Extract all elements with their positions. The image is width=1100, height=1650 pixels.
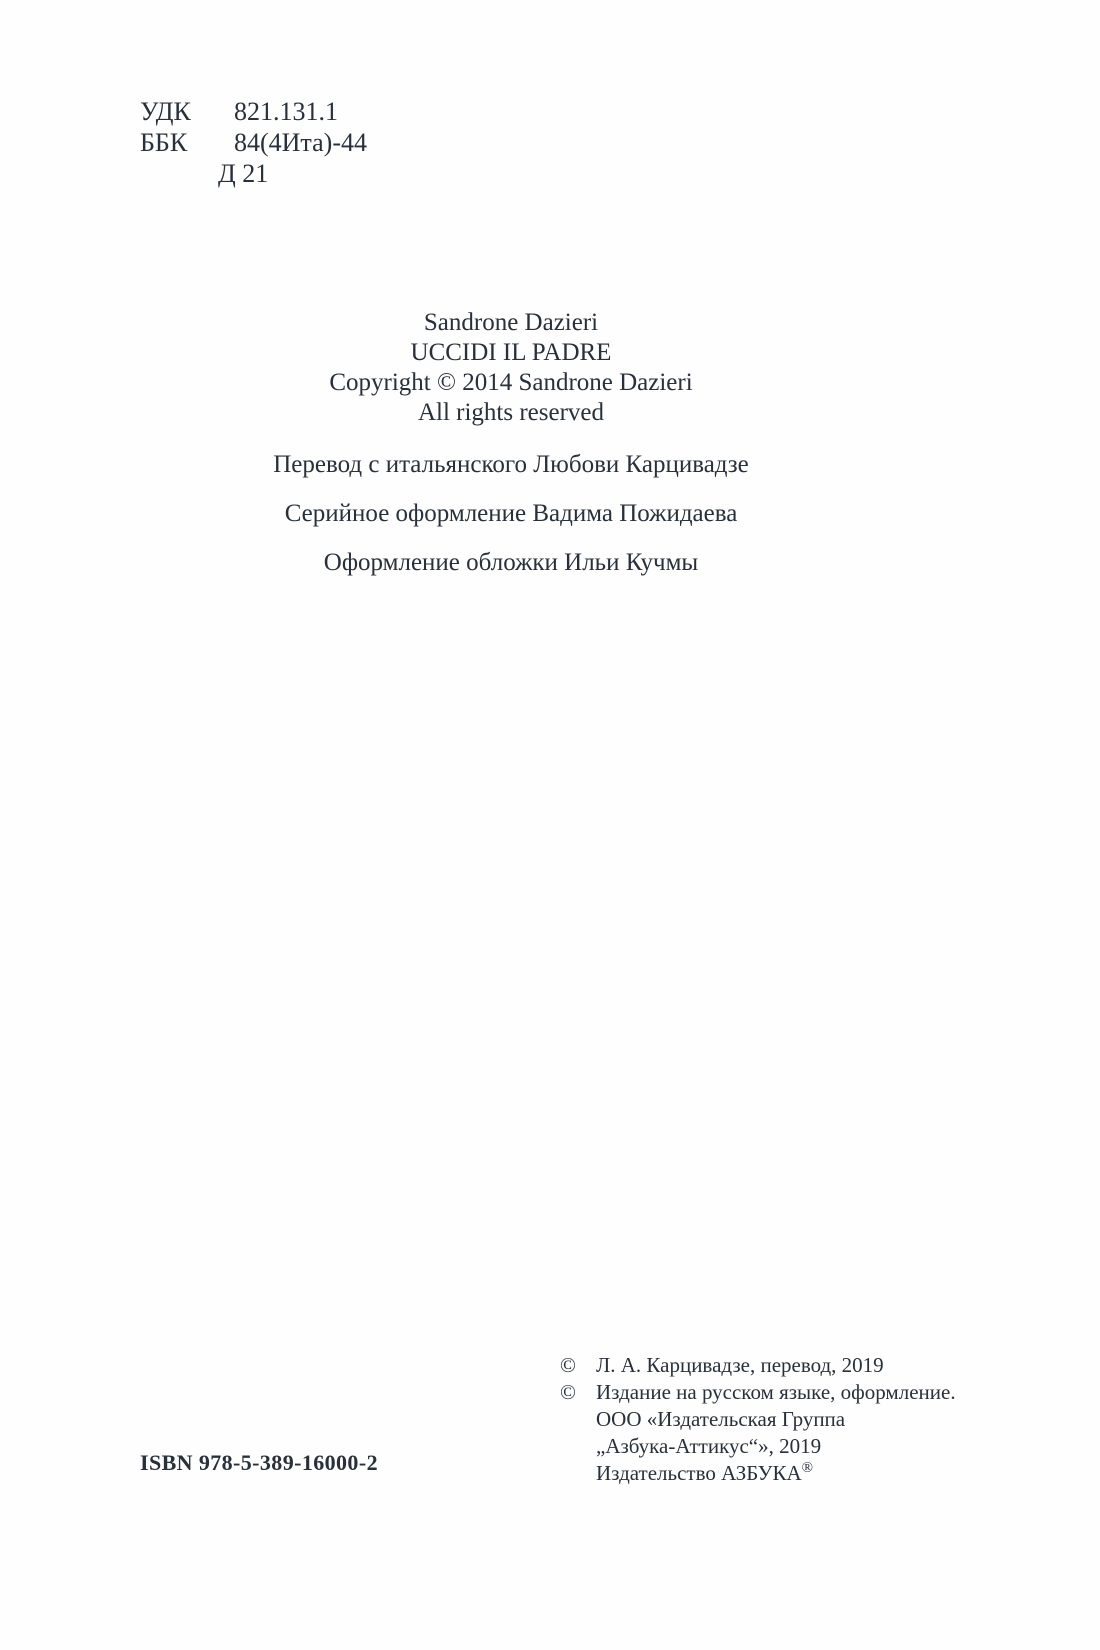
cover-design-credit: Оформление обложки Ильи Кучмы [323, 549, 699, 576]
translation-credit: Перевод с итальянского Любови Карцивадзе [273, 451, 749, 478]
original-title: UCCIDI IL PADRE [410, 339, 612, 366]
copyright-symbol: © [560, 1380, 576, 1404]
copyright-line: Л. А. Карцивадзе, перевод, 2019 [596, 1353, 884, 1377]
udk-line [140, 96, 367, 127]
rights-reserved: All rights reserved [417, 399, 605, 426]
classification-block [140, 96, 367, 189]
original-title-block [0, 308, 1022, 428]
copyright-line: ООО «Издательская Группа [596, 1407, 846, 1431]
author-sign: Д 21 [218, 159, 269, 188]
original-copyright: Copyright © 2014 Sandrone Dazieri [329, 369, 693, 396]
publisher-name: Издательство АЗБУКА [596, 1461, 802, 1485]
copyright-entry-text [583, 1379, 956, 1487]
bbk-line [140, 127, 367, 158]
udk-value: 821.131.1 [234, 97, 338, 126]
udk-label: УДК [140, 97, 191, 126]
registered-trademark-mark: ® [801, 1460, 814, 1476]
bbk-value: 84(4Ита)-44 [234, 128, 367, 157]
original-author: Sandrone Dazieri [423, 309, 599, 336]
copyright-entry-edition [560, 1379, 956, 1487]
series-design-credit: Серийное оформление Вадима Пожидаева [284, 500, 738, 527]
copyright-entry-text [583, 1352, 884, 1379]
credits-block [0, 450, 1022, 597]
author-sign-line [140, 158, 367, 189]
isbn: ISBN 978-5-389-16000-2 [140, 1450, 378, 1475]
copyright-line [596, 1460, 956, 1487]
copyright-entry-translation [560, 1352, 956, 1379]
copyright-notices [560, 1352, 956, 1487]
copyright-line: „Азбука-Аттикус“», 2019 [596, 1434, 822, 1458]
copyright-symbol: © [560, 1353, 576, 1377]
bbk-label: ББК [140, 128, 188, 157]
copyright-line: Издание на русском языке, оформление. [596, 1380, 956, 1404]
